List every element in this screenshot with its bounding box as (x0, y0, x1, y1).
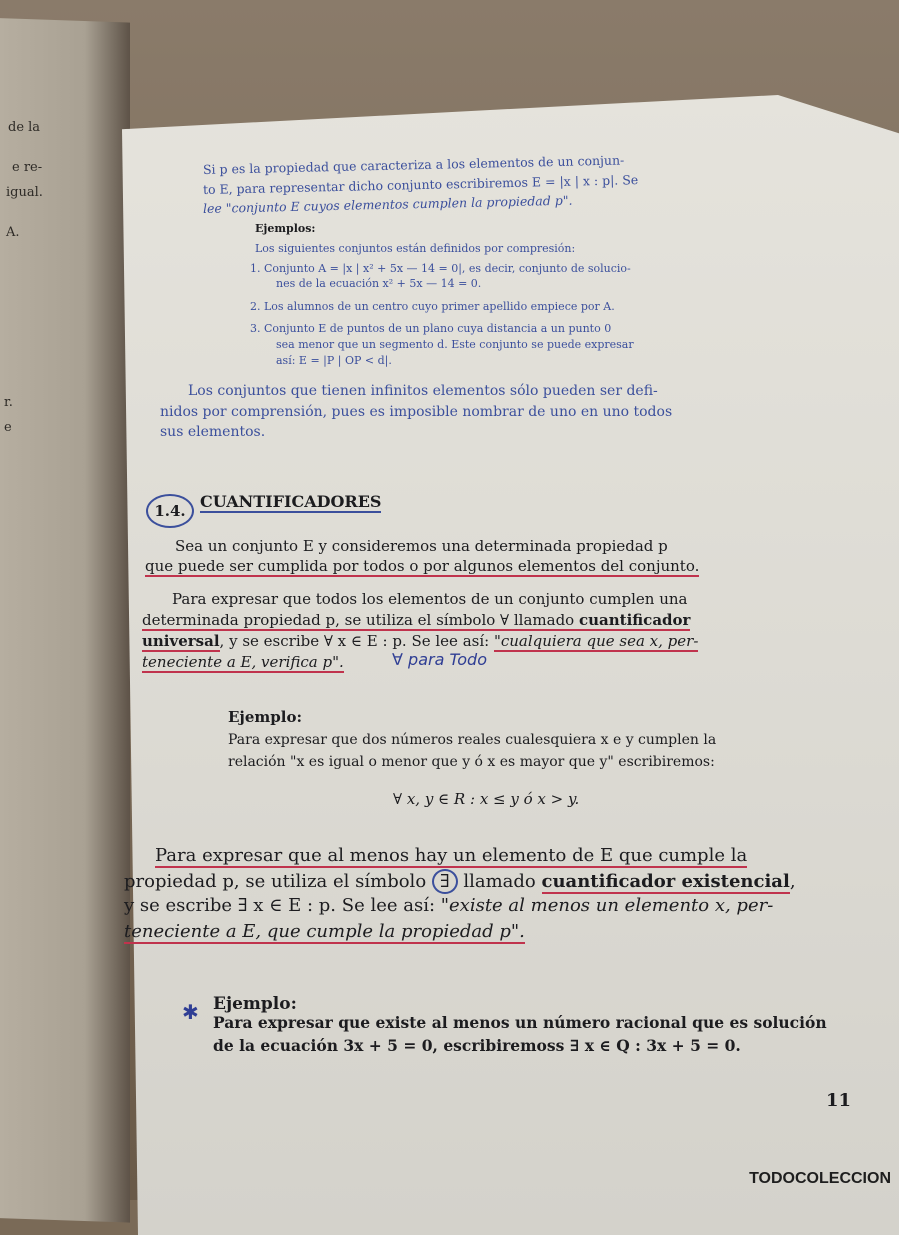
ejemplo-line: de la ecuación 3x + 5 = 0, escribiremoss ∃ x ∈ Q : 3x + 5 = 0. (213, 1036, 741, 1055)
ejemplos-item: así: E = |P | OP < d|. (276, 354, 392, 367)
left-fragment: de la (8, 120, 41, 135)
existencial-line (124, 869, 796, 894)
universal-line (142, 611, 690, 629)
existencial-term: cuantificador existencial (541, 871, 790, 892)
page-number: 11 (826, 1090, 852, 1111)
asterisk-mark: ✱ (182, 1000, 199, 1024)
existencial-text: llamado (457, 871, 542, 892)
ejemplo-line: relación "x es igual o menor que y ó x es mayor que y" escribiremos: (228, 754, 715, 770)
handwritten-note: ∀ para Todo (392, 650, 487, 669)
universal-line: Para expresar que todos los elementos de un conjunto cumplen una (172, 590, 688, 608)
sea-line: Sea un conjunto E y consideremos una determinada propiedad p (175, 537, 668, 555)
left-fragment: e (4, 420, 12, 435)
infinite-line: Los conjuntos que tienen infinitos elementos sólo pueden ser defi- (188, 383, 658, 399)
section-title: CUANTIFICADORES (200, 492, 382, 511)
universal-reading: "cualquiera que sea x, per- (493, 632, 699, 650)
left-fragment: e re- (12, 160, 43, 175)
ejemplo-line: Para expresar que existe al menos un número racional que es solución (213, 1013, 827, 1032)
left-fragment: A. (6, 225, 20, 240)
ejemplos-item: 2. Los alumnos de un centro cuyo primer apellido empiece por A. (250, 300, 615, 313)
left-fragment: r. (4, 395, 13, 410)
sea-line: que puede ser cumplida por todos o por algunos elementos del conjunto. (145, 557, 700, 575)
existencial-reading: "existe al menos un elemento x, per- (440, 895, 774, 916)
exists-symbol: ∃ (432, 869, 458, 894)
intro-line: Si p es la propiedad que caracteriza a los elementos de un conjun- (202, 152, 625, 177)
existencial-text: propiedad p, se utiliza el símbolo (124, 871, 432, 892)
existencial-text: y se escribe ∃ x ∈ E : p. Se lee así: (124, 895, 441, 916)
universal-term: universal (142, 632, 220, 650)
existencial-line: teneciente a E, que cumple la propiedad p". (124, 921, 525, 942)
ejemplos-intro: Los siguientes conjuntos están definidos por compresión: (255, 242, 576, 255)
ejemplo-formula: ∀ x, y ∈ R : x ≤ y ó x > y. (393, 790, 580, 808)
ejemplos-item: 3. Conjunto E de puntos de un plano cuya distancia a un punto 0 (250, 322, 612, 335)
ejemplo-title: Ejemplo: (213, 994, 297, 1014)
section-number: 1.4. (146, 494, 194, 528)
ejemplos-item: 1. Conjunto A = |x | x² + 5x — 14 = 0|, es decir, conjunto de solucio- (250, 262, 631, 275)
existencial-line: Para expresar que al menos hay un elemento de E que cumple la (155, 845, 748, 866)
existencial-text: , (789, 871, 796, 892)
universal-term: cuantificador (578, 611, 691, 629)
ejemplo-title: Ejemplo: (228, 708, 303, 726)
infinite-line: nidos por comprensión, pues es imposible nombrar de uno en uno todos (160, 404, 673, 420)
ejemplos-title: Ejemplos: (255, 222, 316, 235)
ejemplos-item: nes de la ecuación x² + 5x — 14 = 0. (276, 277, 482, 290)
watermark: TODOCOLECCION (749, 1170, 891, 1187)
existencial-line (124, 895, 773, 916)
ejemplos-item: sea menor que un segmento d. Este conjunto se puede expresar (276, 338, 634, 351)
ejemplo-line: Para expresar que dos números reales cualesquiera x e y cumplen la (228, 732, 717, 748)
universal-text: determinada propiedad p, se utiliza el símbolo ∀ llamado (142, 611, 579, 629)
intro-line: lee "conjunto E cuyos elementos cumplen la propiedad p". (202, 192, 573, 216)
left-fragment: igual. (6, 185, 43, 200)
universal-line (142, 632, 698, 650)
universal-line: teneciente a E, verifica p". (142, 653, 344, 671)
intro-line: to E, para representar dicho conjunto escribiremos E = |x | x : p|. Se (202, 172, 639, 197)
infinite-line: sus elementos. (160, 424, 266, 440)
universal-text: , y se escribe ∀ x ∈ E : p. Se lee así: (219, 632, 494, 650)
